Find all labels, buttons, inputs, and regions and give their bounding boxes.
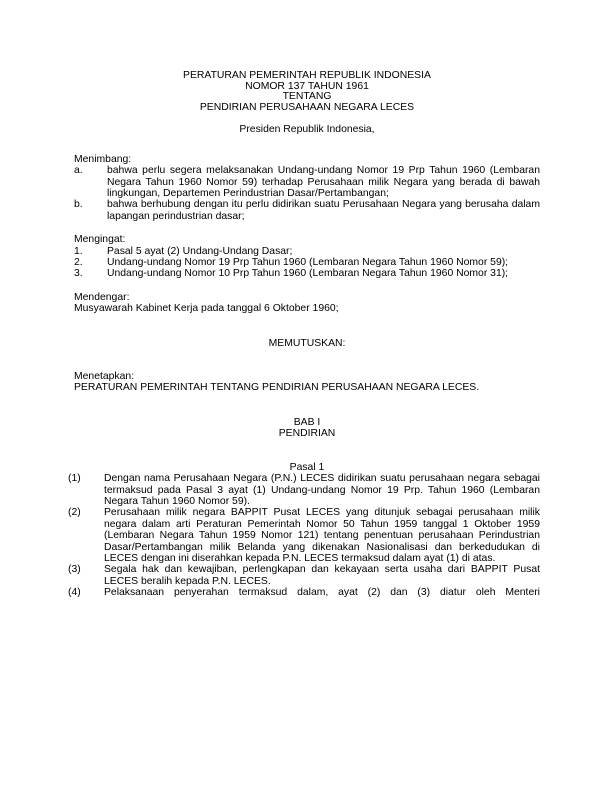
menimbang-label: Menimbang: xyxy=(74,153,132,165)
pasal-1-title: Pasal 1 xyxy=(289,461,325,473)
pasal-1-ayat-4 xyxy=(68,587,540,598)
president-line: Presiden Republik Indonesia, xyxy=(239,124,375,136)
item-marker: a. xyxy=(74,165,83,177)
pasal-1-ayat-1 xyxy=(68,473,540,507)
mengingat-item-1 xyxy=(74,246,540,257)
pasal-1-body xyxy=(68,473,540,598)
ayat-marker: (1) xyxy=(68,473,81,485)
ayat-marker: (2) xyxy=(68,507,81,519)
memutuskan-heading: MEMUTUSKAN: xyxy=(268,337,346,349)
ayat-text: Segala hak dan kewajiban, perlengkapan dan kekayaan serta usaha dari BAPPIT Pusat LECES beralih kepada P.N. LECES. xyxy=(104,564,540,587)
mengingat-section xyxy=(74,234,540,280)
item-marker: 3. xyxy=(74,268,83,280)
ayat-text: Perusahaan milik negara BAPPIT Pusat LECES yang ditunjuk sebagai perusahaan milik negara dalam arti Peraturan Pemerintah Nomor 50 Tahun 1959 tanggal 1 Oktober 1959 (Lembaran Negara Tahun 1959 Nomor 121) tentang penentuan perusahaan Perindustrian Dasar/Pertambangan milik Belanda yang dikenakan Nasionalisasi dan berkedudukan di LECES dengan ini diserahkan kepada P.N. LECES termaksud dalam ayat (1) di atas. xyxy=(104,507,540,564)
menimbang-item-b xyxy=(74,199,540,222)
ayat-text: Dengan nama Perusahaan Negara (P.N.) LECES didirikan suatu perusahaan negara sebagai termaksud pada Pasal 3 ayat (1) Undang-undang Nomor 19 Prp. Tahun 1960 (Lembaran Negara Tahun 1960 Nomor 59). xyxy=(104,473,540,507)
item-marker: b. xyxy=(74,199,83,211)
ayat-text: Pelaksanaan penyerahan termaksud dalam, ayat (2) dan (3) diatur oleh Menteri xyxy=(104,587,540,599)
ayat-marker: (3) xyxy=(68,564,81,576)
title-line-3: TENTANG xyxy=(282,91,332,103)
title-line-4: PENDIRIAN PERUSAHAAN NEGARA LECES xyxy=(199,101,415,113)
menimbang-section xyxy=(74,154,540,222)
item-text: Undang-undang Nomor 10 Prp Tahun 1960 (Lembaran Negara Tahun 1960 Nomor 31); xyxy=(107,268,509,280)
ayat-marker: (4) xyxy=(68,587,81,599)
bab-number: BAB I xyxy=(293,416,321,428)
item-text: bahwa berhubung dengan itu perlu didirikan suatu Perusahaan Negara yang berusaha dalam lapangan perindustrian dasar; xyxy=(107,199,540,222)
menetapkan-section xyxy=(74,371,540,394)
mendengar-text: Musyawarah Kabinet Kerja pada tanggal 6 Oktober 1960; xyxy=(74,303,339,315)
pasal-1-ayat-3 xyxy=(68,564,540,587)
item-text: bahwa perlu segera melaksanakan Undang-undang Nomor 19 Prp Tahun 1960 (Lembaran Negara Tahun 1960 Nomor 59) terhadap Perusahaan milik Negara yang berada di bawah lingkungan, Departemen Perindustrian Dasar/Pertambangan; xyxy=(107,165,540,199)
menetapkan-text: PERATURAN PEMERINTAH TENTANG PENDIRIAN PERUSAHAAN NEGARA LECES. xyxy=(74,382,480,394)
bab-heading xyxy=(74,417,540,440)
title-line-2: NOMOR 137 TAHUN 1961 xyxy=(245,80,369,92)
title-line-1: PERATURAN PEMERINTAH REPUBLIK INDONESIA xyxy=(183,70,431,81)
mengingat-item-2 xyxy=(74,257,540,268)
mendengar-section xyxy=(74,292,540,315)
pasal-1-ayat-2 xyxy=(68,507,540,564)
document-title xyxy=(74,71,540,113)
menimbang-item-a xyxy=(74,165,540,199)
document-page xyxy=(68,70,540,599)
bab-name: PENDIRIAN xyxy=(278,428,336,440)
menetapkan-label: Menetapkan: xyxy=(74,371,135,383)
mendengar-label: Mendengar: xyxy=(74,291,130,303)
mengingat-label: Mengingat: xyxy=(74,234,126,246)
item-marker: 1. xyxy=(74,245,83,257)
item-text: Undang-undang Nomor 19 Prp Tahun 1960 (Lembaran Negara Tahun 1960 Nomor 59); xyxy=(107,257,509,269)
item-marker: 2. xyxy=(74,257,83,269)
mengingat-item-3 xyxy=(74,268,540,279)
item-text: Pasal 5 ayat (2) Undang-Undang Dasar; xyxy=(107,245,293,257)
